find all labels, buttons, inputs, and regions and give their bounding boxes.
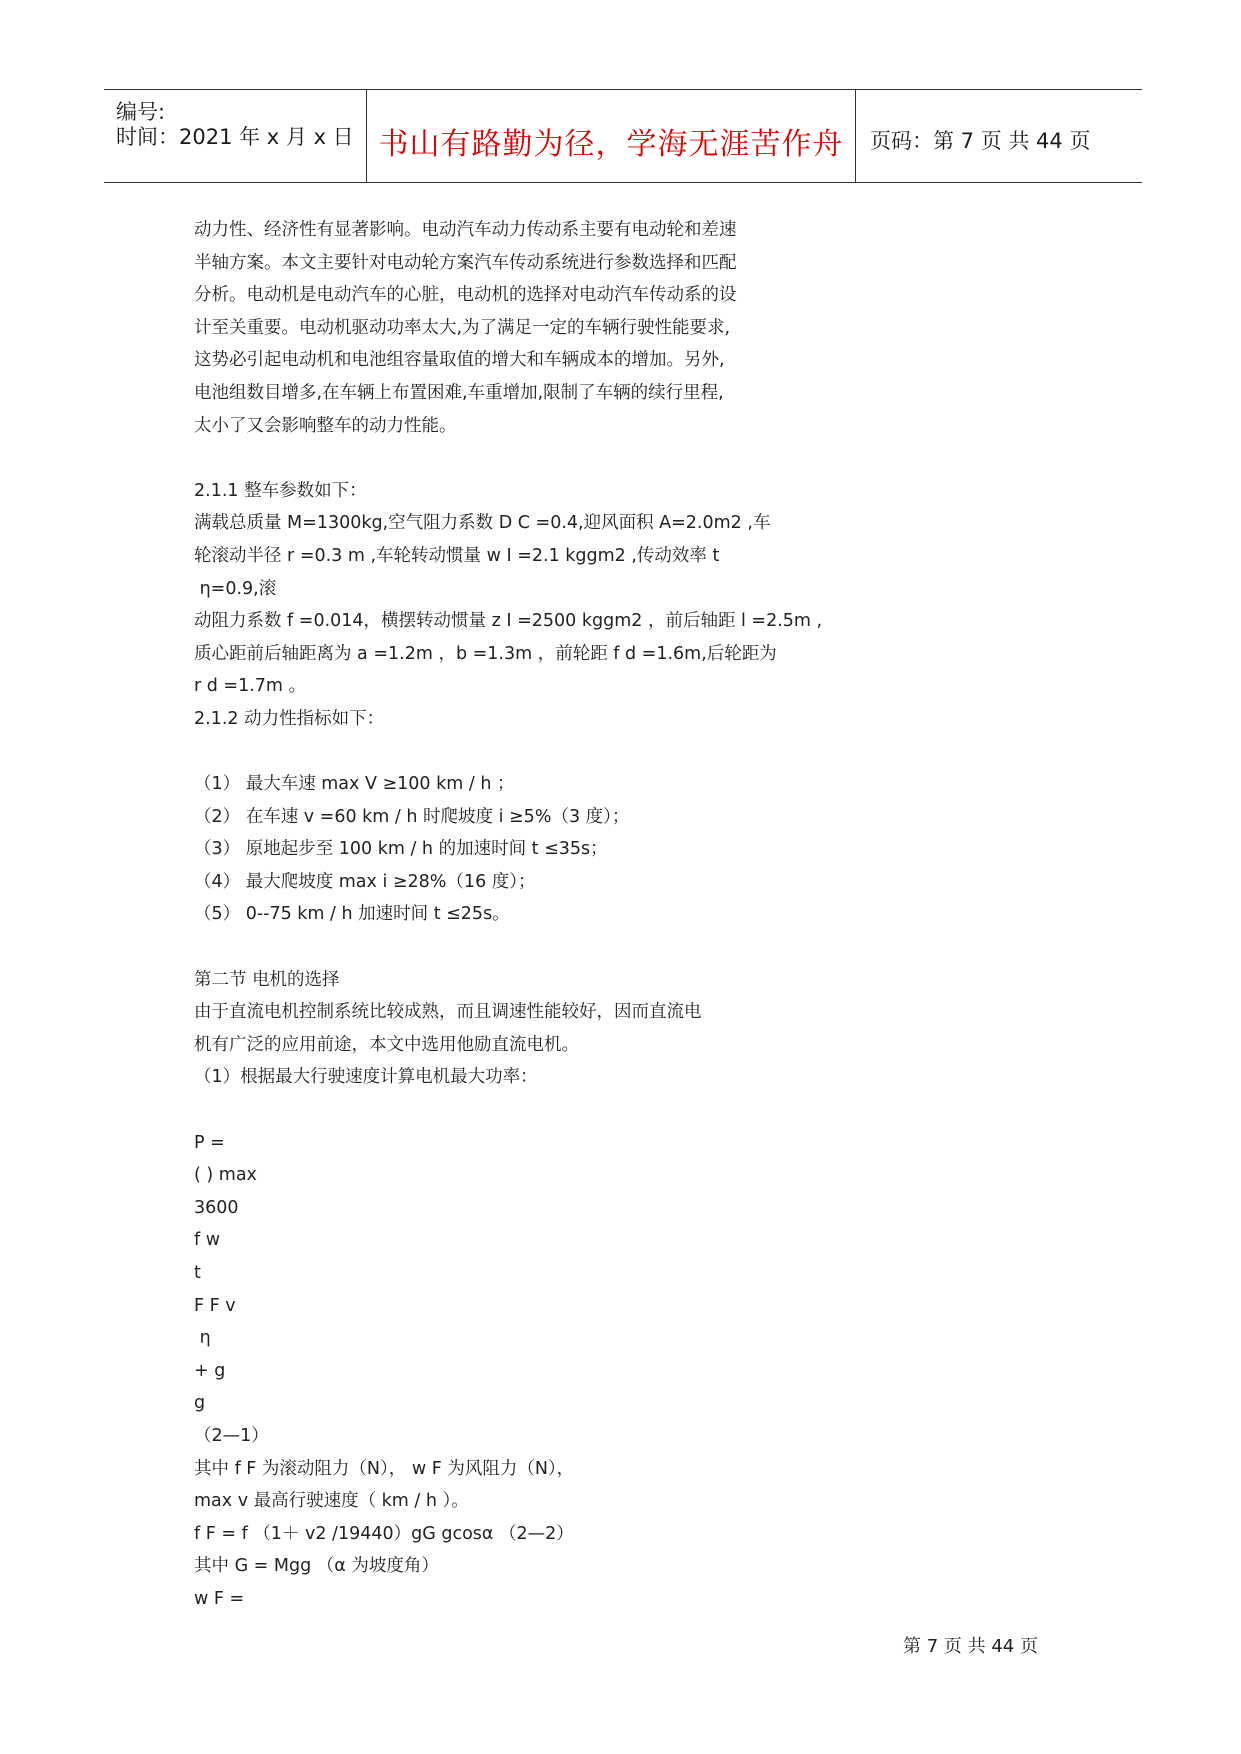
text-line: w F = — [194, 1588, 245, 1609]
text-line: 其中 G = Mgg （α 为坡度角） — [194, 1556, 439, 1577]
text-line: （2—1） — [194, 1425, 269, 1446]
text-line: η — [194, 1328, 211, 1349]
page-header — [104, 89, 1142, 183]
text-line: r d =1.7m 。 — [194, 676, 307, 697]
text-line: 机有广泛的应用前途，本文中选用他励直流电机。 — [194, 1034, 579, 1055]
header-middle-cell — [366, 90, 856, 182]
text-line: + g — [194, 1360, 226, 1381]
text-line: 半轴方案。本文主要针对电动轮方案汽车传动系统进行参数选择和匹配 — [194, 252, 737, 273]
text-line: f w — [194, 1230, 221, 1251]
text-line: 由于直流电机控制系统比较成熟，而且调速性能较好，因而直流电 — [194, 1002, 702, 1023]
text-line: 动阻力系数 f =0.014，横摆转动惯量 z I =2500 kggm2 ，前后轴距 l =2.5m , — [194, 611, 823, 632]
text-line: （1） 最大车速 max V ≥100 km / h ； — [194, 774, 515, 795]
text-line: max v 最高行驶速度（ km / h ）。 — [194, 1491, 469, 1512]
header-left-cell — [104, 90, 366, 182]
text-line: 质心距前后轴距离为 a =1.2m ，b =1.3m ，前轮距 f d =1.6m,后轮距为 — [194, 643, 777, 664]
document-body — [194, 214, 974, 1616]
text-line: P = — [194, 1132, 225, 1153]
text-line: F F v — [194, 1295, 236, 1316]
text-line: 其中 f F 为滚动阻力（N）， w F 为风阻力（N）， — [194, 1458, 575, 1479]
text-line: ( ) max — [194, 1165, 257, 1186]
text-line: 计至关重要。电动机驱动功率太大,为了满足一定的车辆行驶性能要求, — [194, 317, 731, 338]
text-line: 电池组数目增多,在车辆上布置困难,车重增加,限制了车辆的续行里程, — [194, 382, 724, 403]
text-line: 动力性、经济性有显著影响。电动汽车动力传动系主要有电动轮和差速 — [194, 220, 737, 240]
page-footer: 第 7 页 共 44 页 — [903, 1636, 1038, 1657]
text-line: 太小了又会影响整车的动力性能。 — [194, 415, 457, 436]
blank-line — [194, 736, 974, 769]
text-line: 3600 — [194, 1197, 239, 1218]
blank-line — [194, 1094, 974, 1127]
text-line: （2） 在车速 v =60 km / h 时爬坡度 i ≥5%（3 度）； — [194, 806, 630, 827]
text-line: （5） 0--75 km / h 加速时间 t ≤25s。 — [194, 904, 510, 925]
blank-line — [194, 442, 974, 475]
text-line: 第二节 电机的选择 — [194, 969, 340, 990]
motto-text: 书山有路勤为径，学海无涯苦作舟 — [378, 127, 844, 162]
text-line: t — [194, 1263, 201, 1283]
text-line: f F = f （1＋ v2 /19440）gG gcosα （2—2） — [194, 1523, 574, 1544]
text-line: （1）根据最大行驶速度计算电机最大功率： — [194, 1067, 538, 1088]
text-line: （4） 最大爬坡度 max i ≥28%（16 度）； — [194, 871, 536, 892]
header-right-cell — [856, 90, 1142, 182]
text-line: η=0.9,滚 — [194, 578, 277, 599]
text-line: 轮滚动半径 r =0.3 m ,车轮转动惯量 w I =2.1 kggm2 ,传动效率 t — [194, 545, 720, 566]
date-label: 时间：2021 年 x 月 x 日 — [116, 125, 354, 149]
text-line: 满载总质量 M=1300kg,空气阻力系数 D C =0.4,迎风面积 A=2.0m2 ,车 — [194, 513, 771, 534]
text-line: 这势必引起电动机和电池组容量取值的增大和车辆成本的增加。另外, — [194, 350, 725, 371]
text-line: g — [194, 1393, 206, 1414]
text-line: （3） 原地起步至 100 km / h 的加速时间 t ≤35s； — [194, 839, 608, 860]
text-line: 分析。电动机是电动汽车的心脏，电动机的选择对电动汽车传动系的设 — [194, 285, 737, 306]
page-number-label: 页码：第 7 页 共 44 页 — [870, 129, 1091, 153]
serial-number-label: 编号: — [116, 100, 166, 124]
text-line: 2.1.1 整车参数如下： — [194, 480, 367, 501]
text-line: 2.1.2 动力性指标如下： — [194, 708, 385, 729]
blank-line — [194, 931, 974, 964]
